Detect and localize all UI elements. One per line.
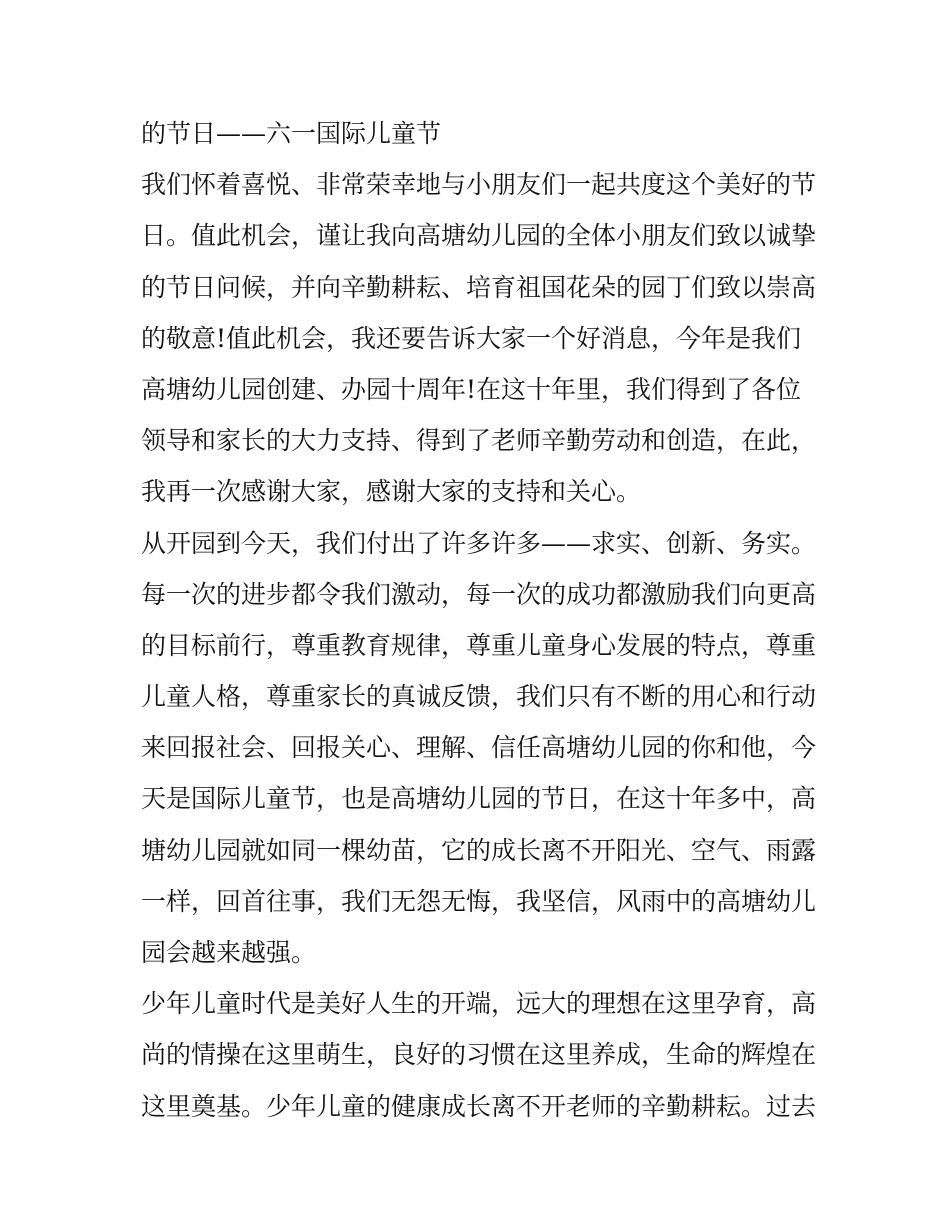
text-line: 日。值此机会，谨让我向高塘幼儿园的全体小朋友们致以诚挚 [141, 221, 817, 251]
text-line: 高塘幼儿园创建、办园十周年!在这十年里，我们得到了各位 [141, 374, 802, 404]
text-line: 我们怀着喜悦、非常荣幸地与小朋友们一起共度这个美好的节 [141, 170, 817, 200]
text-line: 儿童人格，尊重家长的真诚反馈，我们只有不断的用心和行动 [141, 682, 817, 712]
text-line: 领导和家长的大力支持、得到了老师辛勤劳动和创造，在此， [141, 426, 817, 456]
text-line: 的节日问候，并向辛勤耕耘、培育祖国花朵的园丁们致以崇高 [141, 272, 817, 302]
text-line: 我再一次感谢大家，感谢大家的支持和关心。 [141, 477, 642, 507]
document-body [141, 108, 821, 1132]
text-line: 这里奠基。少年儿童的健康成长离不开老师的辛勤耕耘。过去 [141, 1091, 817, 1121]
text-line: 尚的情操在这里萌生，良好的习惯在这里养成，生命的辉煌在 [141, 1040, 817, 1070]
text-line: 的节日——六一国际儿童节 [141, 119, 442, 148]
text-line: 从开园到今天，我们付出了许多许多——求实、创新、务实。 [141, 528, 817, 558]
text-line: 园会越来越强。 [141, 938, 317, 967]
text-line: 塘幼儿园就如同一棵幼苗，它的成长离不开阳光、空气、雨露 [141, 835, 817, 865]
text-line: 天是国际儿童节，也是高塘幼儿园的节日，在这十年多中，高 [141, 784, 817, 814]
text-line: 的目标前行，尊重教育规律，尊重儿童身心发展的特点，尊重 [141, 630, 817, 660]
text-line: 每一次的进步都令我们激动，每一次的成功都激励我们向更高 [141, 579, 817, 609]
text-line: 来回报社会、回报关心、理解、信任高塘幼儿园的你和他，今 [141, 733, 817, 763]
text-line: 一样，回首往事，我们无怨无悔，我坚信，风雨中的高塘幼儿 [141, 886, 817, 916]
text-line: 的敬意!值此机会，我还要告诉大家一个好消息，今年是我们 [141, 323, 802, 353]
text-line: 少年儿童时代是美好人生的开端，远大的理想在这里孕育，高 [141, 989, 817, 1019]
